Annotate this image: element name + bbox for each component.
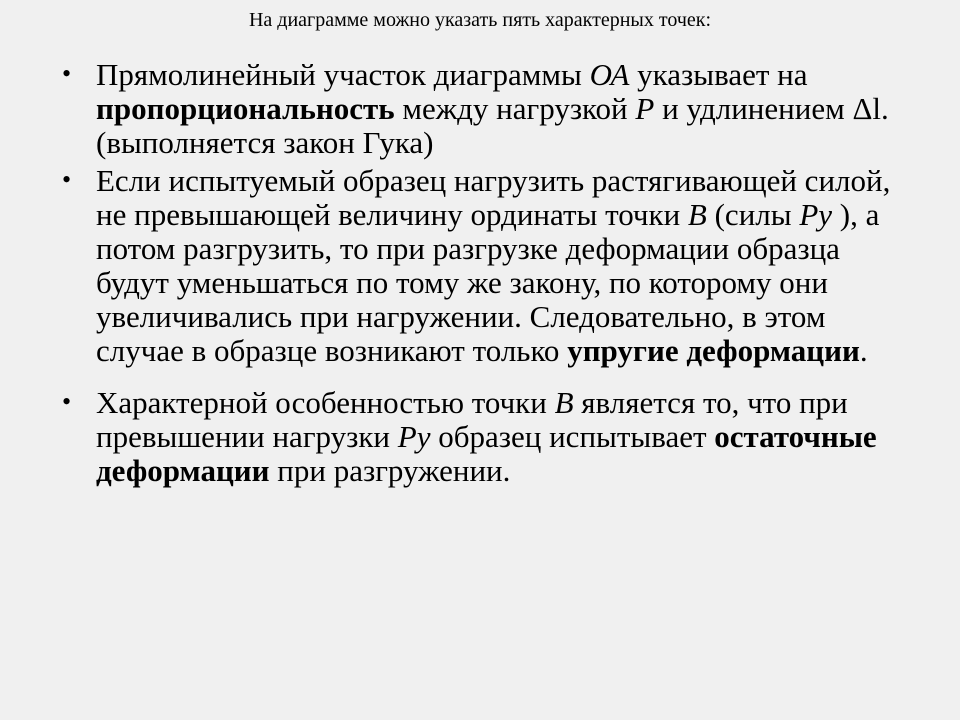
bullet-item-residual bbox=[0, 386, 960, 488]
bullet-item-hooke bbox=[0, 58, 960, 160]
text-segment-bold: пропорциональность bbox=[96, 91, 395, 126]
text-segment-italic: Ру bbox=[799, 197, 833, 232]
text-segment-normal: (силы bbox=[706, 197, 800, 232]
text-segment-bold: остаточные деформации bbox=[96, 419, 877, 488]
bullet-list bbox=[0, 58, 960, 492]
bullet-text bbox=[96, 57, 889, 160]
slide-title: На диаграмме можно указать пять характерных точек: bbox=[248, 9, 712, 31]
text-segment-normal: при разгружении. bbox=[269, 453, 511, 488]
text-segment-italic: Ру bbox=[397, 419, 431, 454]
text-segment-italic: Р bbox=[635, 91, 655, 126]
text-segment-normal: и удлинением Δl. (выполняется закон Гука) bbox=[96, 91, 889, 160]
text-segment-normal: Прямолинейный участок диаграммы bbox=[96, 57, 590, 92]
text-segment-italic: В bbox=[554, 385, 574, 420]
bullet-text bbox=[96, 385, 877, 488]
text-segment-bold: упругие деформации bbox=[567, 333, 860, 368]
text-segment-normal: между нагрузкой bbox=[394, 91, 636, 126]
text-segment-italic: ОА bbox=[589, 57, 630, 92]
bullet-item-elastic bbox=[0, 164, 960, 368]
bullet-icon: • bbox=[62, 387, 72, 416]
text-segment-normal: указывает на bbox=[629, 57, 808, 92]
text-segment-italic: В bbox=[687, 197, 707, 232]
bullet-icon: • bbox=[62, 59, 72, 88]
text-segment-normal: образец испытывает bbox=[430, 419, 715, 454]
text-segment-normal: является то, что при превышении нагрузки bbox=[96, 385, 848, 454]
text-segment-normal: . bbox=[859, 333, 868, 368]
text-segment-normal: Если испытуемый образец нагрузить растягивающей силой, не превышающей величину ординаты точки bbox=[96, 163, 891, 232]
bullet-icon: • bbox=[62, 165, 72, 194]
text-segment-normal: ), а потом разгрузить, то при разгрузке деформации образца будут уменьшаться по тому же закону, по которому они увеличивались при нагружении. Следовательно, в этом случае в образце возникают только bbox=[96, 197, 880, 368]
bullet-text bbox=[96, 163, 890, 368]
text-segment-normal: Характерной особенностью точки bbox=[96, 385, 555, 420]
